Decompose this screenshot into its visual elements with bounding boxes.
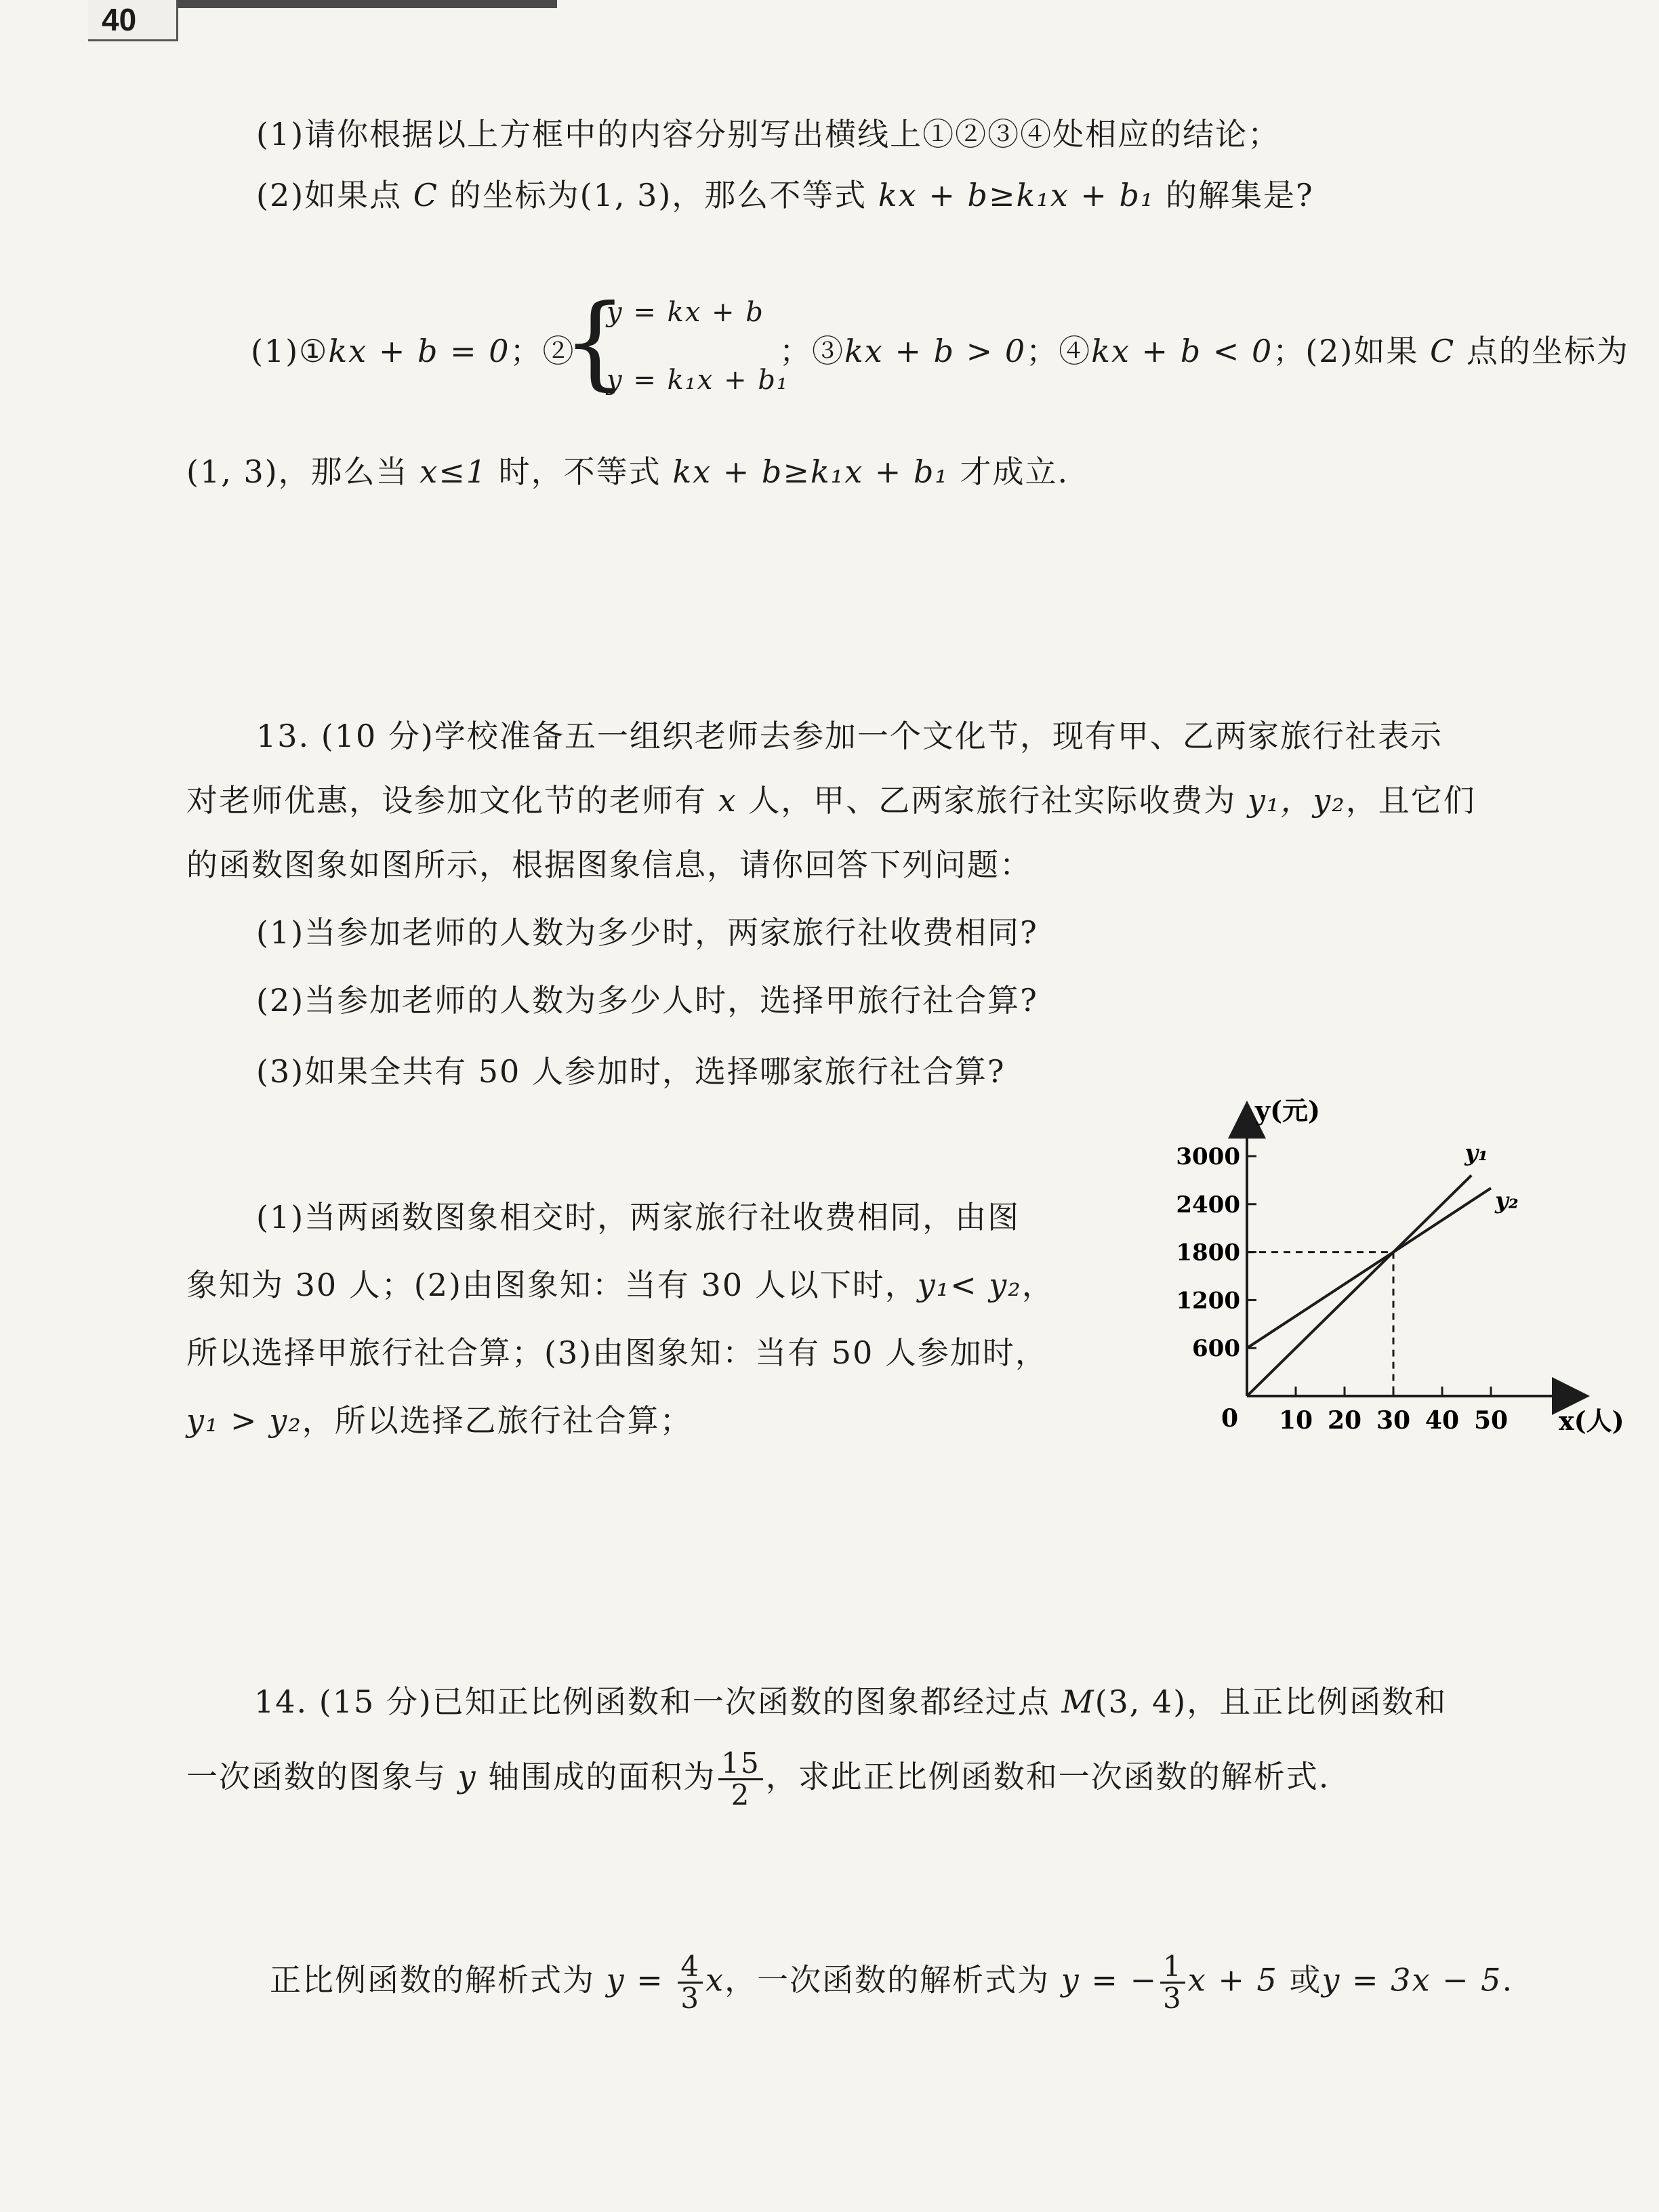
eq1: kx + b = 0 (328, 333, 510, 369)
q13-sub3: (3)如果全共有 50 人参加时，选择哪家旅行社合算? (256, 1053, 1006, 1090)
text: 才成立. (948, 453, 1069, 490)
top-header-strip (178, 0, 557, 8)
text: 轴围成的面积为 (476, 1758, 716, 1795)
numerator: 1 (1160, 1952, 1185, 1984)
text: . (1502, 1961, 1514, 1999)
origin-label: 0 (1221, 1404, 1239, 1433)
numerator: 4 (678, 1952, 703, 1984)
text: ；(2)如果 (1273, 333, 1430, 369)
point-m: M (1061, 1683, 1095, 1720)
k-fraction (678, 1952, 703, 2013)
page-number: 40 (102, 2, 137, 37)
eq: y = k₁x + b₁ (607, 365, 789, 396)
var-x: x (705, 1961, 725, 1999)
q13-answer4 (186, 1396, 693, 1441)
eq4: kx + b < 0 (1091, 333, 1273, 369)
point-c: C (1430, 333, 1456, 369)
inequality: kx + b≥k₁x + b₁ (878, 177, 1155, 213)
x-tick-label: 50 (1473, 1406, 1509, 1435)
y-tick-label: 1200 (1176, 1287, 1240, 1315)
q13-sub1: (1)当参加老师的人数为多少时，两家旅行社收费相同? (256, 914, 1038, 951)
eq: y = kx + b (607, 297, 764, 328)
y-tick-label: 1800 (1176, 1239, 1240, 1267)
text: 点的坐标为 (1455, 333, 1629, 369)
cond: x≤1 (419, 453, 488, 490)
denominator: 3 (680, 1982, 701, 2015)
q12-answer-line1b (779, 327, 1629, 371)
denominator: 2 (731, 1778, 751, 1812)
x-tick-label: 40 (1425, 1406, 1460, 1435)
x-tick-label: 30 (1376, 1406, 1411, 1435)
text: ；④ (1026, 333, 1092, 369)
ineq: y₁< y₂ (917, 1267, 1022, 1303)
text: ；③ (779, 333, 844, 369)
q14-line1 (254, 1677, 1447, 1722)
q12-part2 (256, 171, 1314, 216)
text: (3, 4)，且正比例函数和 (1094, 1683, 1448, 1720)
series-label-2: y₂ (1495, 1187, 1519, 1215)
numerator: 15 (718, 1748, 762, 1780)
q13-answer3: 所以选择甲旅行社合算；(3)由图象知：当有 50 人参加时， (186, 1334, 1048, 1371)
eq: y = − (1061, 1961, 1158, 1999)
text: ，所以选择乙旅行社合算； (302, 1402, 693, 1439)
eq: y = 3x − 5 (1322, 1961, 1502, 1999)
text: 人，甲、乙两家旅行社实际收费为 (737, 782, 1248, 819)
text: (2)如果点 (256, 177, 413, 213)
text: ，且它们 (1345, 782, 1476, 819)
text: 的坐标为(1, 3)，那么不等式 (438, 177, 878, 213)
inequality: kx + b≥k₁x + b₁ (672, 453, 949, 490)
text: ，求此正比例函数和一次函数的解析式. (765, 1758, 1330, 1795)
q12-part1: (1)请你根据以上方框中的内容分别写出横线上①②③④处相应的结论； (256, 116, 1281, 152)
x-tick-label: 10 (1278, 1406, 1313, 1435)
denominator: 3 (1163, 1982, 1183, 2015)
q13-answer2 (186, 1261, 1054, 1305)
point-c: C (413, 177, 438, 213)
var-x: x (718, 782, 737, 819)
system-top (607, 297, 764, 328)
area-fraction (718, 1748, 762, 1810)
text: 正比例函数的解析式为 (270, 1961, 607, 1999)
text: (1)① (251, 333, 329, 369)
q13-line2 (186, 776, 1476, 821)
system-bottom (607, 365, 789, 396)
text: (1, 3)，那么当 (186, 453, 420, 490)
system-brace: { (562, 283, 628, 401)
q14-line2 (186, 1748, 1330, 1810)
eq: y = (606, 1961, 676, 1999)
y-tick-label: 600 (1192, 1335, 1240, 1363)
y-tick-label: 2400 (1176, 1191, 1240, 1218)
var-y: y₁，y₂ (1247, 782, 1346, 819)
text: 的解集是? (1154, 177, 1314, 213)
q13-line1: 13. (10 分)学校准备五一组织老师去参加一个文化节，现有甲、乙两家旅行社表示 (256, 718, 1443, 754)
text: 时，不等式 (487, 453, 673, 490)
q12-answer-line1 (251, 327, 575, 371)
var-y: y (457, 1758, 477, 1795)
text: 对老师优惠，设参加文化节的老师有 (186, 782, 718, 819)
text: ；② (510, 333, 575, 369)
series-line-2 (1247, 1188, 1491, 1348)
text: ， (1021, 1267, 1054, 1303)
m-fraction (1160, 1952, 1185, 2013)
text: 象知为 30 人；(2)由图象知：当有 30 人以下时， (186, 1267, 918, 1303)
ineq: y₁ > y₂ (186, 1402, 302, 1439)
text: ，一次函数的解析式为 (724, 1961, 1061, 1999)
text: 或 (1277, 1961, 1322, 1999)
fee-chart (1139, 1091, 1654, 1484)
text: 一次函数的图象与 (186, 1758, 458, 1795)
y-tick-label: 3000 (1176, 1143, 1240, 1170)
x-axis-label: x(人) (1559, 1406, 1624, 1436)
q14-answer (270, 1952, 1513, 2013)
text: 14. (15 分)已知正比例函数和一次函数的图象都经过点 (254, 1683, 1062, 1720)
q12-answer-line2 (186, 447, 1069, 492)
q13-line3: 的函数图象如图所示，根据图象信息，请你回答下列问题： (186, 846, 1032, 883)
eq3: kx + b > 0 (844, 333, 1027, 369)
q13-sub2: (2)当参加老师的人数为多少人时，选择甲旅行社合算? (256, 982, 1038, 1019)
q13-answer1: (1)当两函数图象相交时，两家旅行社收费相同，由图 (256, 1199, 1021, 1235)
eq: x + 5 (1187, 1961, 1278, 1999)
x-tick-label: 20 (1327, 1406, 1362, 1435)
y-axis-label: y(元) (1255, 1095, 1321, 1126)
series-label-1: y₁ (1465, 1139, 1488, 1167)
series-line-1 (1247, 1175, 1471, 1396)
